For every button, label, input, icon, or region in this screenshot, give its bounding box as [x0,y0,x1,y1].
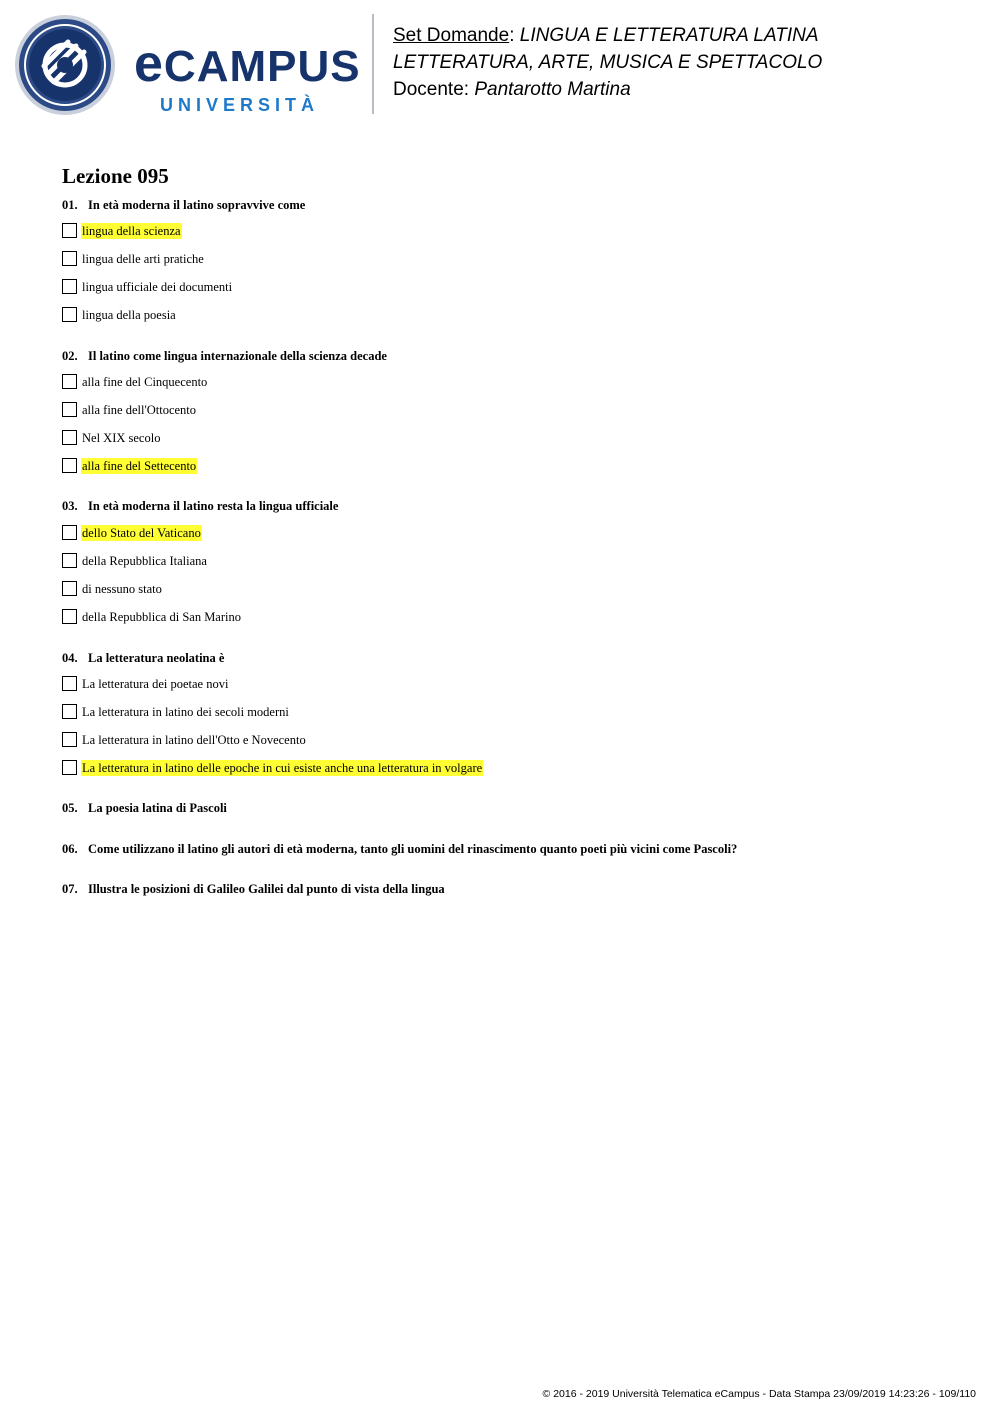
answer-checkbox[interactable] [62,374,77,389]
question-03: 03. In età moderna il latino resta la lingua ufficiale [62,499,339,513]
question-01: 01. In età moderna il latino sopravvive come [62,198,306,212]
answer-checkbox[interactable] [62,525,77,540]
page-footer: © 2016 - 2019 Università Telematica eCampus - Data Stampa 23/09/2019 14:23:26 - 109/110 [542,1388,976,1400]
ecampus-seal-icon [14,14,116,116]
answer-checkbox[interactable] [62,732,77,747]
document-header [393,22,822,103]
answer-checkbox[interactable] [62,223,77,238]
header-line-1: Set Domande: LINGUA E LETTERATURA LATINA [393,25,819,46]
answer-checkbox[interactable] [62,609,77,624]
answer-checkbox[interactable] [62,458,77,473]
question-06: 06. Come utilizzano il latino gli autori di età moderna, tanto gli uomini del rinascimento quanto poeti più vicini come Pascoli? [62,842,738,856]
question-02: 02. Il latino come lingua internazionale della scienza decade [62,349,387,363]
answer-checkbox[interactable] [62,676,77,691]
answer-checkbox[interactable] [62,704,77,719]
question-05: 05. La poesia latina di Pascoli [62,801,227,815]
answer-checkbox[interactable] [62,553,77,568]
brand-subtitle: UNIVERSITÀ [160,95,320,115]
answer-checkbox[interactable] [62,430,77,445]
answer-checkbox[interactable] [62,307,77,322]
question-07: 07. Illustra le posizioni di Galileo Galilei dal punto di vista della lingua [62,882,445,896]
answer-checkbox[interactable] [62,279,77,294]
brand-name: eCAMPUS [134,35,361,93]
answer-checkbox[interactable] [62,760,77,775]
header-line-3: Docente: Pantarotto Martina [393,79,631,100]
lesson-title: Lezione 095 [62,164,169,188]
ecampus-logo [14,14,361,118]
answer-checkbox[interactable] [62,402,77,417]
answer-checkbox[interactable] [62,581,77,596]
question-04: 04. La letteratura neolatina è [62,651,225,665]
header-divider [372,14,374,114]
header-line-2: LETTERATURA, ARTE, MUSICA E SPETTACOLO [393,52,823,73]
answer-checkbox[interactable] [62,251,77,266]
